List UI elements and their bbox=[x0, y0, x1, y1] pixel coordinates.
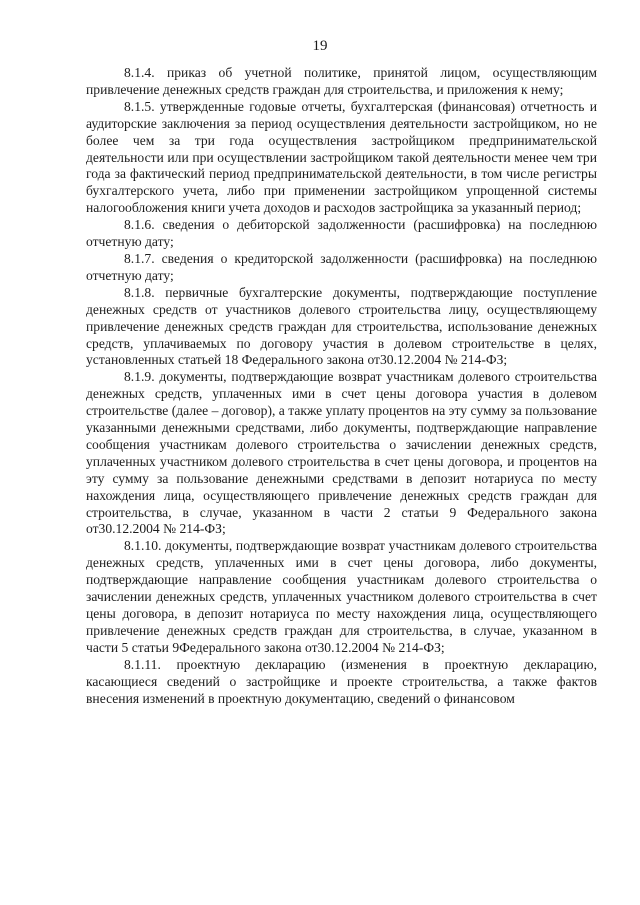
paragraph-8-1-4: 8.1.4. приказ об учетной политике, принятой лицом, осуществляющим привлечение денежных средств граждан для строительства, и приложения к нему; bbox=[86, 65, 597, 97]
paragraph-8-1-8: 8.1.8. первичные бухгалтерские документы, подтверждающие поступление денежных средств от участников долевого строительства лицу, осуществляющему привлечение денежных средств граждан для строительства, использование денежных средств, уплачиваемых по договору участия в долевом строительстве в целях, установленных статьей 18 Федерального закона от30.12.2004 № 214-ФЗ; bbox=[86, 284, 597, 368]
paragraph-8-1-5: 8.1.5. утвержденные годовые отчеты, бухгалтерская (финансовая) отчетность и аудиторские заключения за период осуществления деятельности застройщиком, но не более чем за три года осуществления застройщиком предпринимательской деятельности или при осуществлении застройщиком такой деятельности менее чем три года за фактический период предпринимательской деятельности, в том числе регистры бухгалтерского учета, либо при применении застройщиком упрощенной системы налогообложения книги учета доходов и расходов застройщика за указанный период; bbox=[86, 98, 597, 216]
paragraph-8-1-9: 8.1.9. документы, подтверждающие возврат участникам долевого строительства денежных средств, уплаченных ими в счет цены договора участия в долевом строительстве (далее – договор), а также уплату процентов на эту сумму за пользование указанными денежными средствами, либо документы, подтверждающие направление сообщения участникам долевого строительства о зачислении денежных средств, уплаченных участником долевого строительства в счет цены договора, и процентов на эту сумму за пользование денежными средствами в депозит нотариуса по месту нахождения лица, осуществляющего привлечение денежных средств граждан для строительства, в случае, указанном в части 2 статьи 9 Федерального закона от30.12.2004 № 214-ФЗ; bbox=[86, 369, 597, 537]
page-number: 19 bbox=[312, 38, 328, 54]
paragraph-8-1-7: 8.1.7. сведения о кредиторской задолженности (расшифровка) на последнюю отчетную дату; bbox=[86, 250, 597, 283]
paragraph-8-1-6: 8.1.6. сведения о дебиторской задолженности (расшифровка) на последнюю отчетную дату; bbox=[86, 217, 597, 250]
paragraph-8-1-11: 8.1.11. проектную декларацию (изменения в проектную декларацию, касающиеся сведений о застройщике и проекте строительства, а также фактов внесения изменений в проектную документацию, сведений о финансовом bbox=[86, 656, 597, 706]
document-body bbox=[86, 65, 597, 707]
paragraph-8-1-10: 8.1.10. документы, подтверждающие возврат участникам долевого строительства денежных средств, уплаченных ими в счет цены договора, либо документы, подтверждающие направление сообщения участникам долевого строительства о зачислении денежных средств, уплаченных участником долевого строительства в счет цены договора, в депозит нотариуса по месту нахождения лица, осуществляющего привлечение денежных средств граждан для строительства, в случае, указанном в части 5 статьи 9Федерального закона от30.12.2004 № 214-ФЗ; bbox=[86, 538, 597, 655]
